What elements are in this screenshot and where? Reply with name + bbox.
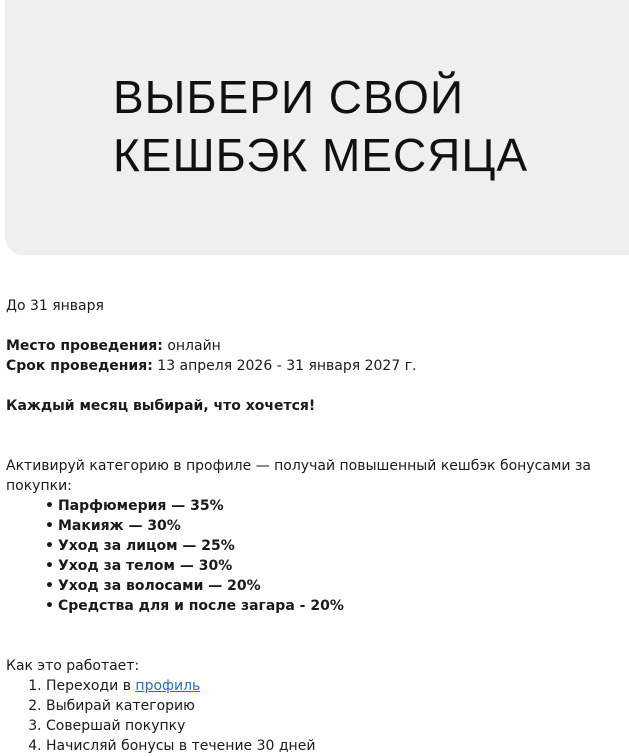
category-list bbox=[6, 496, 626, 616]
period-label: Срок проведения: bbox=[6, 358, 153, 374]
tagline: Каждый месяц выбирай, что хочется! bbox=[6, 398, 316, 414]
place-label: Место проведения: bbox=[6, 338, 163, 354]
step-item: 3. Совершай покупку bbox=[46, 716, 626, 736]
promo-banner bbox=[5, 0, 629, 255]
category-item: • Средства для и после загара - 20% bbox=[45, 596, 626, 616]
category-item: • Уход за телом — 30% bbox=[45, 556, 626, 576]
deadline-text: До 31 января bbox=[6, 298, 104, 314]
banner-title-line-2: КЕШБЭК МЕСЯЦА bbox=[113, 129, 529, 181]
intro-text: Активируй категорию в профиле — получай повышенный кешбэк бонусами за покупки: bbox=[6, 458, 591, 494]
category-item: • Макияж — 30% bbox=[45, 516, 626, 536]
steps-list bbox=[6, 676, 626, 756]
how-it-works-title: Как это работает: bbox=[6, 658, 140, 674]
place-row bbox=[6, 336, 626, 356]
period-value: 13 апреля 2026 - 31 января 2027 г. bbox=[152, 358, 417, 374]
place-value: онлайн bbox=[162, 338, 221, 354]
step-item: 1. Переходи в профиль bbox=[46, 676, 626, 696]
period-row bbox=[6, 356, 626, 376]
category-item: • Уход за лицом — 25% bbox=[45, 536, 626, 556]
step-item: 4. Начисляй бонусы в течение 30 дней bbox=[46, 736, 626, 756]
category-item: • Уход за волосами — 20% bbox=[45, 576, 626, 596]
promo-details bbox=[6, 296, 626, 756]
profile-link[interactable]: профиль bbox=[135, 678, 201, 694]
banner-title-line-1: ВЫБЕРИ СВОЙ bbox=[113, 71, 465, 123]
banner-title bbox=[113, 68, 528, 184]
step-item: 2. Выбирай категорию bbox=[46, 696, 626, 716]
category-item: • Парфюмерия — 35% bbox=[45, 496, 626, 516]
